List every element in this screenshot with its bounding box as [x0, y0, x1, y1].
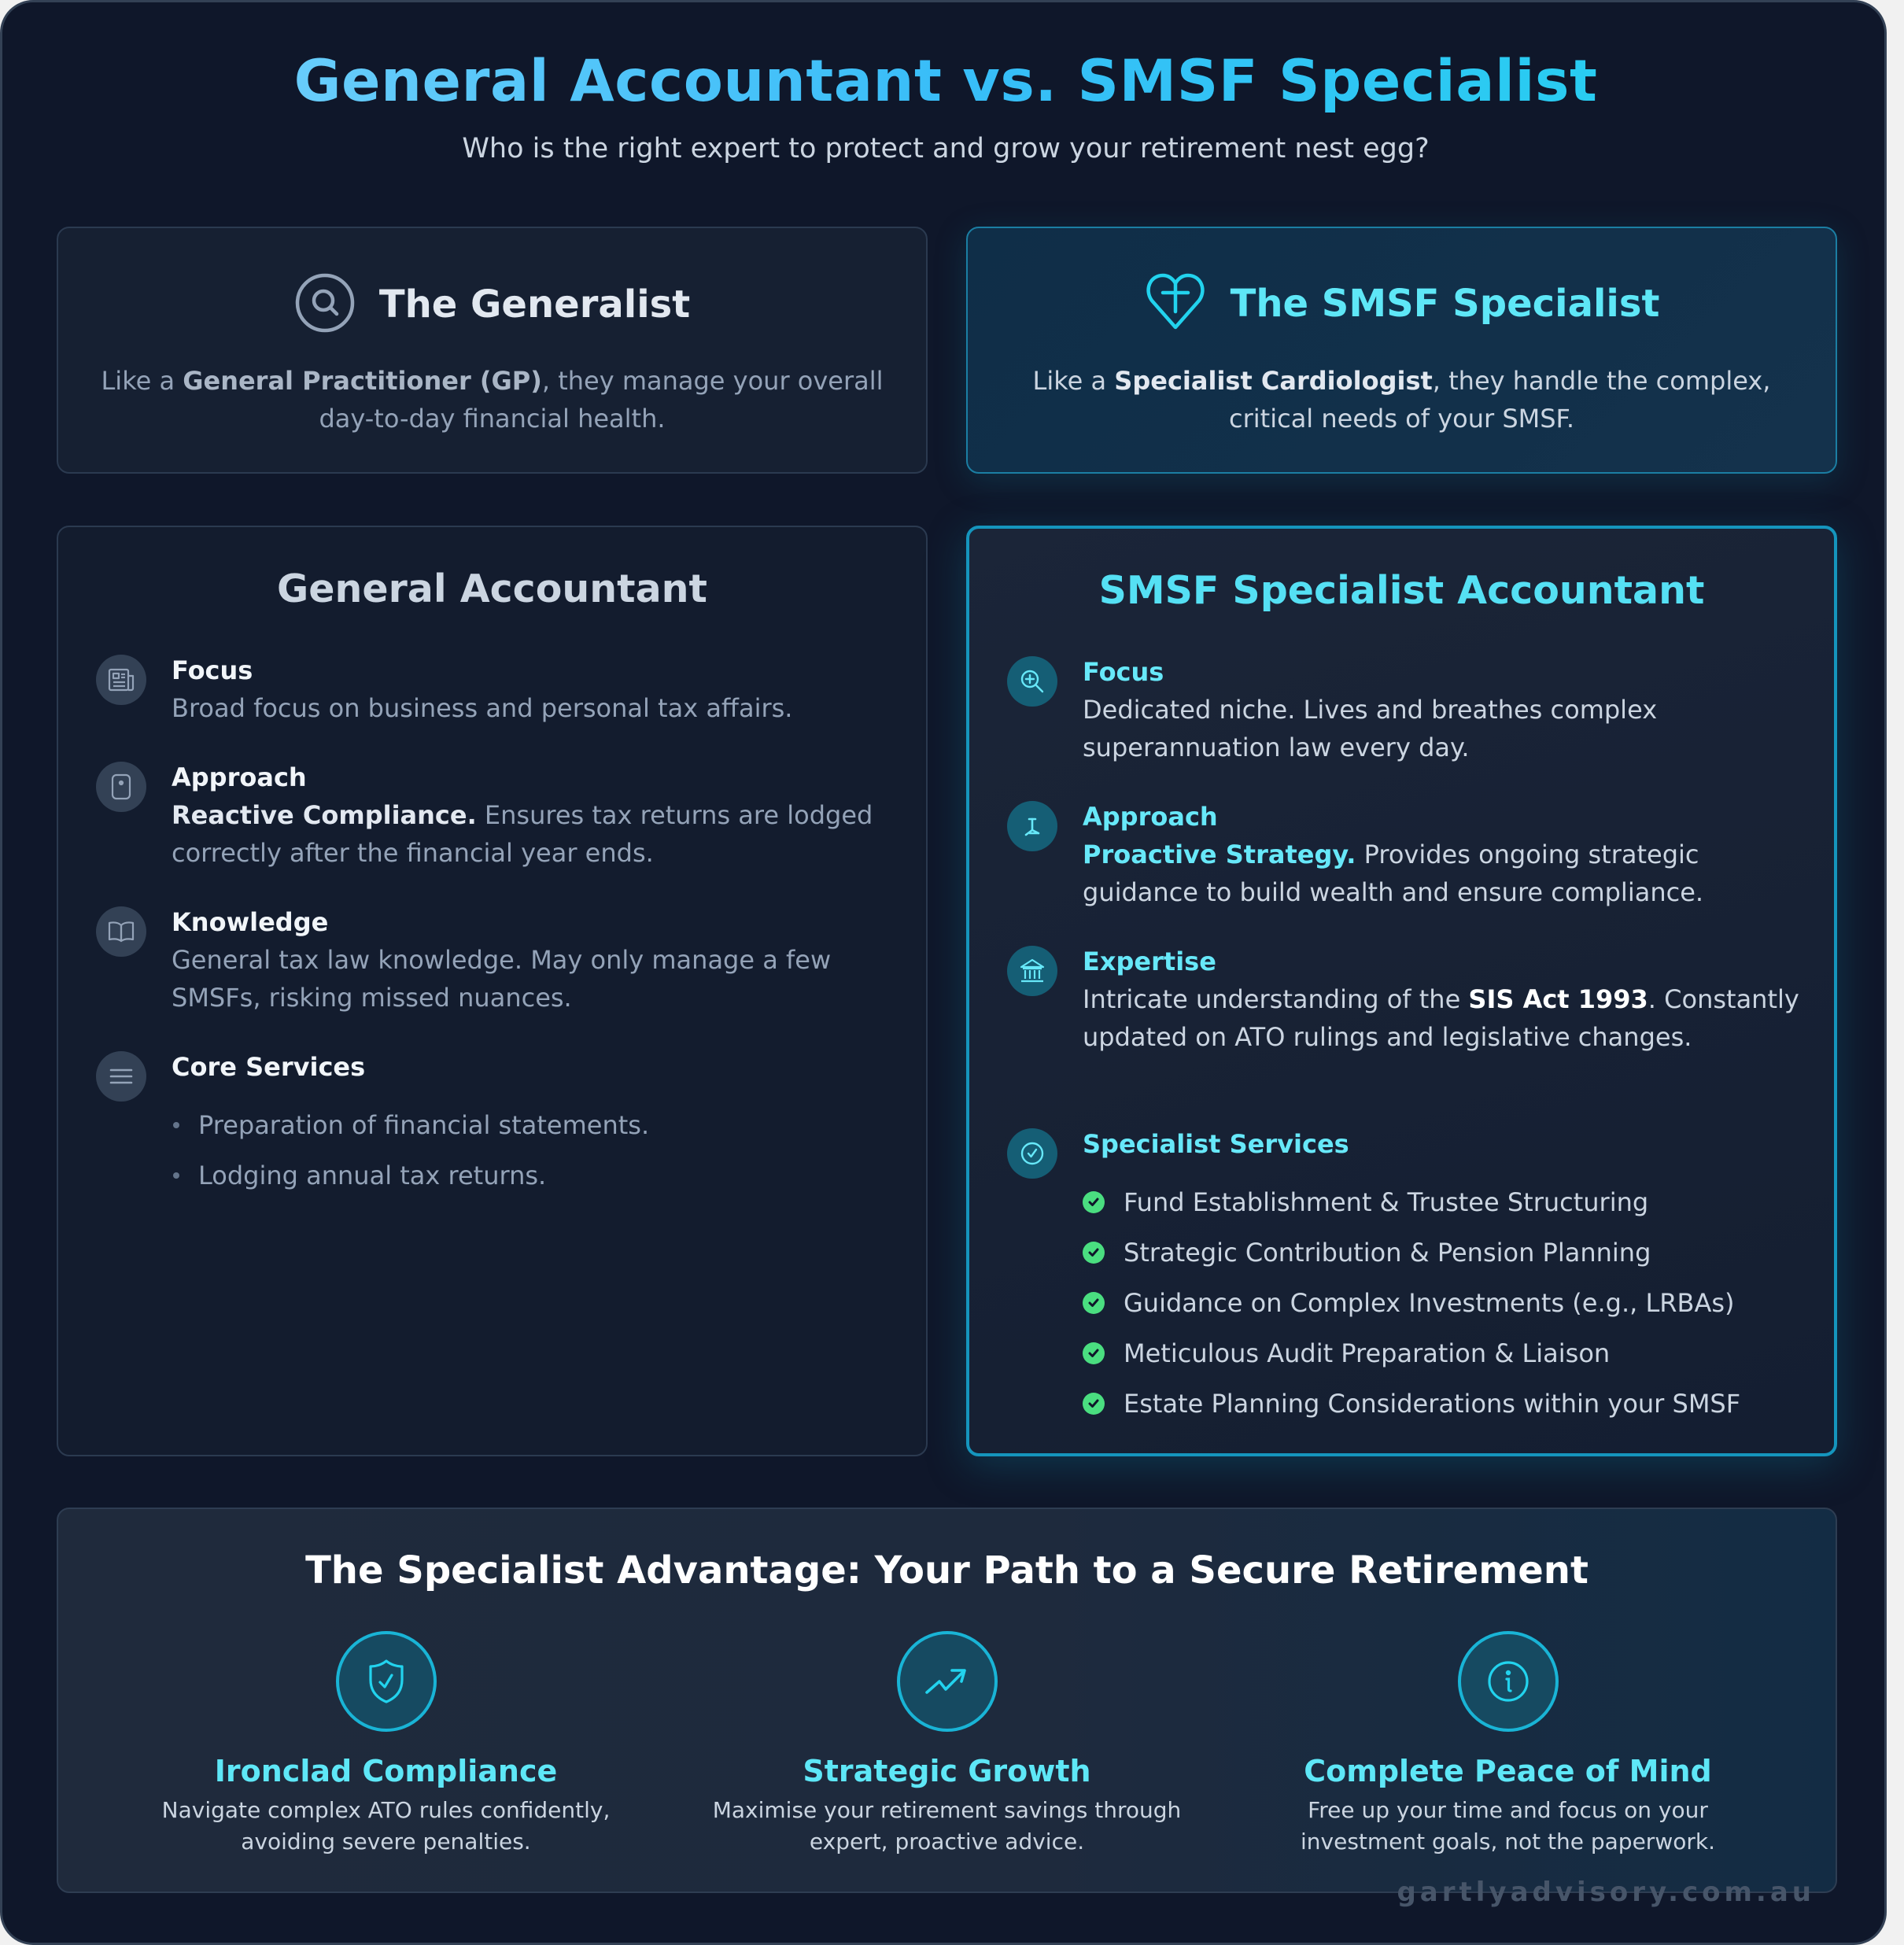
- page-title: General Accountant vs. SMSF Specialist: [2, 48, 1889, 115]
- list-item: Strategic Contribution & Pension Planning: [1083, 1227, 1803, 1278]
- advantage-text: Maximise your retirement savings through expert, proactive advice.: [712, 1797, 1182, 1855]
- trending-up-icon: [897, 1631, 998, 1732]
- item-label: Specialist Services: [1083, 1129, 1349, 1159]
- list-item: Fund Establishment & Trustee Structuring: [1083, 1177, 1803, 1227]
- list-item: Estate Planning Considerations within your SMSF: [1083, 1378, 1803, 1429]
- general-approach-item: [96, 762, 895, 872]
- advantage-text: Free up your time and focus on your investment goals, not the paperwork.: [1301, 1797, 1715, 1855]
- item-label: Approach: [172, 762, 307, 792]
- check-icon: [1083, 1292, 1105, 1314]
- list-item: Meticulous Audit Preparation & Liaison: [1083, 1328, 1803, 1378]
- general-accountant-card: [57, 526, 928, 1456]
- advantage-heading: Ironclad Compliance: [214, 1754, 558, 1788]
- search-circle-icon: [294, 272, 356, 337]
- check-circle-icon: [1007, 1128, 1057, 1179]
- watermark: gartlyadvisory.com.au: [1397, 1877, 1815, 1908]
- specialist-heading: The SMSF Specialist: [1230, 282, 1660, 326]
- heart-cross-icon: [1144, 272, 1207, 335]
- page-subtitle: Who is the right expert to protect and grow your retirement nest egg?: [462, 133, 1430, 164]
- advantage-peace: [1227, 1631, 1788, 1858]
- zoom-in-icon: [1007, 656, 1057, 707]
- advantage-growth: [666, 1631, 1227, 1858]
- advantage-heading: Strategic Growth: [803, 1754, 1091, 1788]
- general-accountant-title: General Accountant: [277, 567, 707, 611]
- book-icon: [96, 906, 146, 957]
- specialist-services-list: [1083, 1177, 1803, 1429]
- check-icon: [1083, 1342, 1105, 1364]
- specialist-description: Like a Specialist Cardiologist, they handle the complex, critical needs of your SMSF.: [1032, 366, 1771, 434]
- specialist-focus-item: [1007, 656, 1803, 766]
- item-label: Expertise: [1083, 947, 1216, 976]
- strategy-icon: [1007, 801, 1057, 851]
- specialist-intro-card: [966, 227, 1837, 474]
- item-label: Focus: [1083, 657, 1164, 687]
- list-item: Lodging annual tax returns.: [172, 1150, 895, 1201]
- shield-check-icon: [336, 1631, 437, 1732]
- advantage-title: The Specialist Advantage: Your Path to a Secure Retirement: [305, 1548, 1589, 1593]
- check-icon: [1083, 1393, 1105, 1415]
- item-description: General tax law knowledge. May only manage a few SMSFs, risking missed nuances.: [172, 945, 832, 1013]
- list-item: Guidance on Complex Investments (e.g., LRBAs): [1083, 1278, 1803, 1328]
- item-label: Knowledge: [172, 907, 329, 937]
- item-label: Approach: [1083, 802, 1218, 832]
- item-label: Core Services: [172, 1052, 366, 1082]
- item-description: Dedicated niche. Lives and breathes complex superannuation law every day.: [1083, 695, 1658, 762]
- list-item: Preparation of financial statements.: [172, 1100, 895, 1150]
- general-core-services-item: [96, 1051, 895, 1201]
- list-icon: [96, 1051, 146, 1102]
- check-icon: [1083, 1191, 1105, 1213]
- item-description: Proactive Strategy. Provides ongoing strategic guidance to build wealth and ensure compliance.: [1083, 840, 1704, 907]
- check-icon: [1083, 1242, 1105, 1264]
- bank-icon: [1007, 946, 1057, 996]
- advantage-text: Navigate complex ATO rules confidently, avoiding severe penalties.: [161, 1797, 611, 1855]
- info-icon: [1458, 1631, 1559, 1732]
- advantage-compliance: [105, 1631, 666, 1858]
- smsf-specialist-title: SMSF Specialist Accountant: [1098, 568, 1705, 613]
- item-description: Reactive Compliance. Ensures tax returns are lodged correctly after the financial year ends.: [172, 800, 873, 868]
- specialist-services-item: [1007, 1128, 1803, 1429]
- item-description: Intricate understanding of the SIS Act 1993. Constantly updated on ATO rulings and legislative changes.: [1083, 984, 1799, 1052]
- general-focus-item: [96, 655, 895, 727]
- specialist-advantage-section: [57, 1508, 1837, 1893]
- safe-icon: [96, 762, 146, 812]
- specialist-approach-item: [1007, 801, 1803, 911]
- newspaper-icon: [96, 655, 146, 705]
- specialist-expertise-item: [1007, 946, 1803, 1056]
- advantage-heading: Complete Peace of Mind: [1304, 1754, 1712, 1788]
- item-description: Broad focus on business and personal tax affairs.: [172, 693, 793, 723]
- item-label: Focus: [172, 655, 253, 685]
- generalist-description: Like a General Practitioner (GP), they manage your overall day-to-day financial health.: [101, 366, 884, 434]
- general-knowledge-item: [96, 906, 895, 1017]
- core-services-list: [172, 1100, 895, 1201]
- generalist-intro-card: [57, 227, 928, 474]
- generalist-heading: The Generalist: [378, 282, 691, 327]
- smsf-specialist-card: [966, 526, 1837, 1456]
